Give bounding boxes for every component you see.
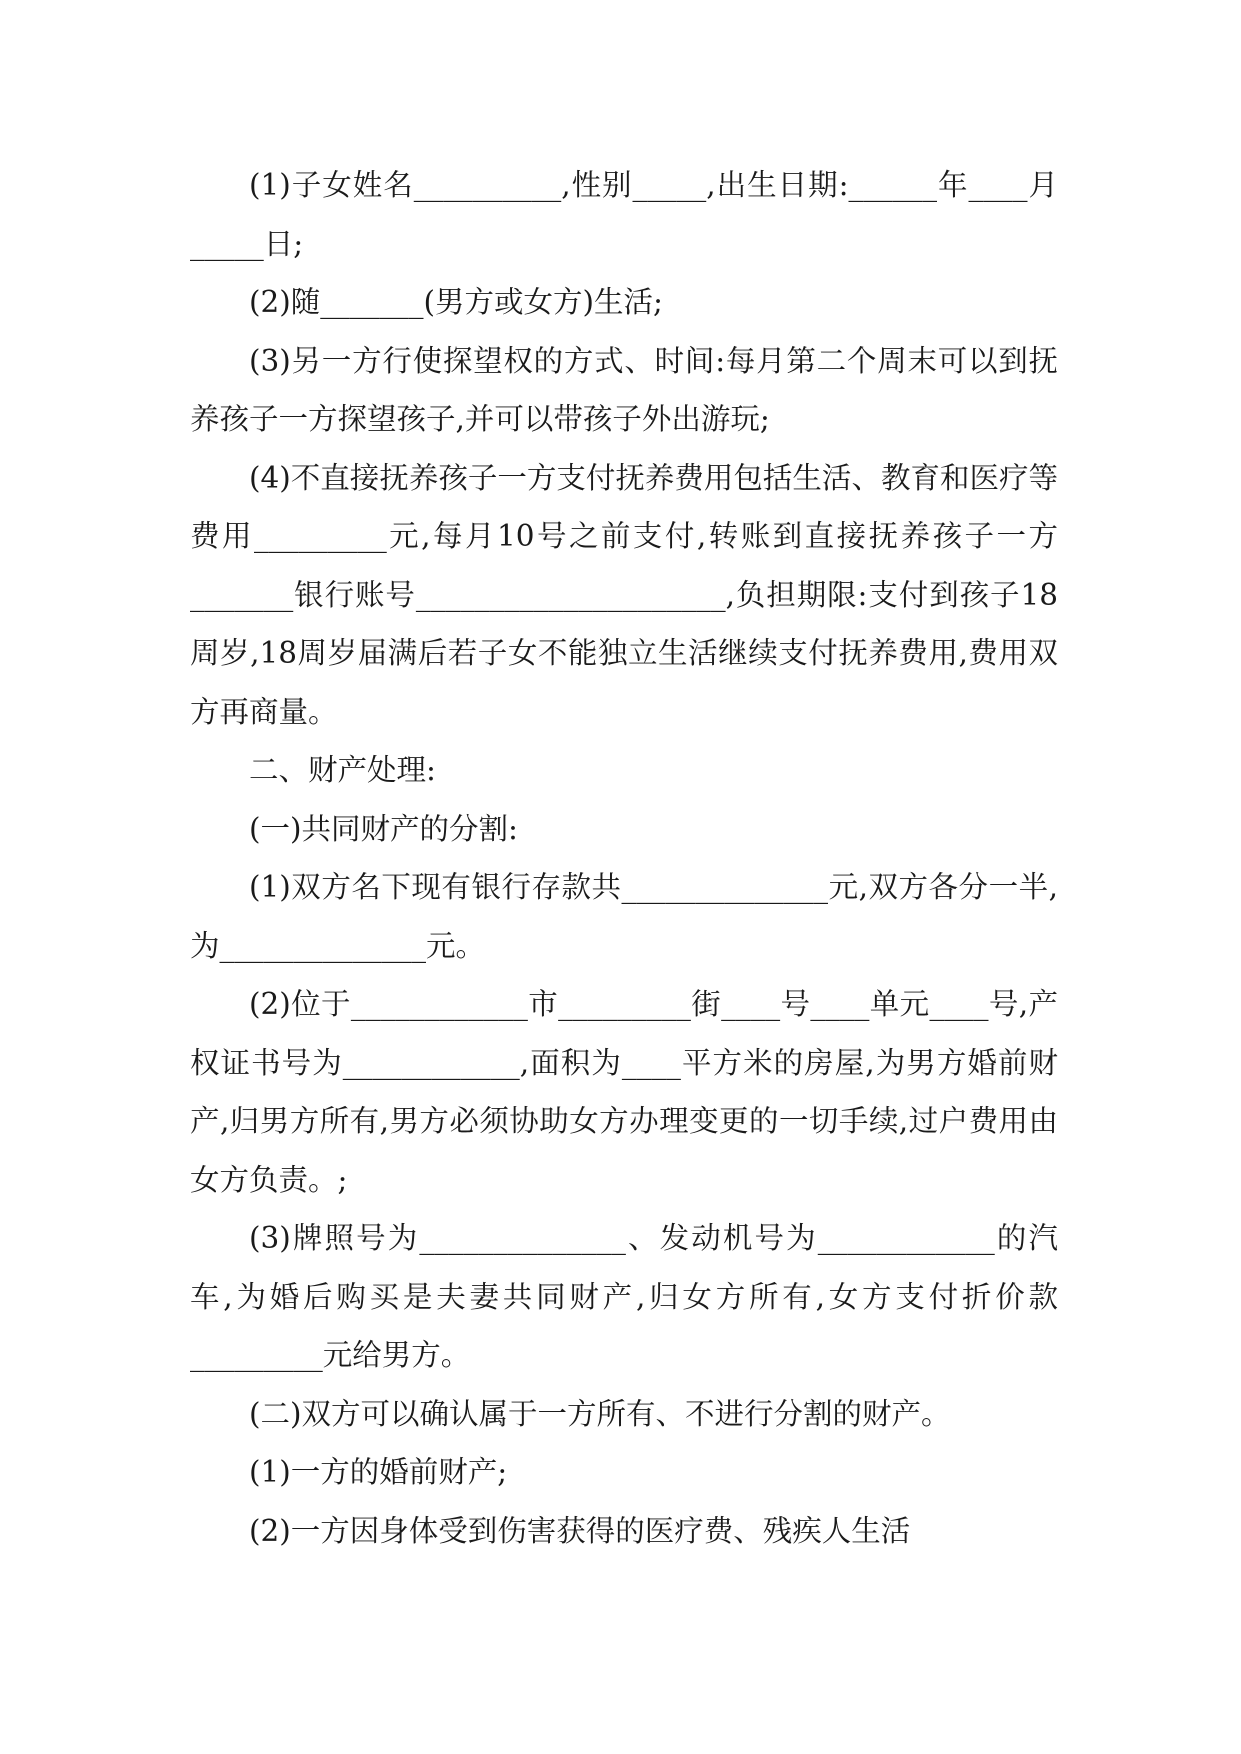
subsection-heading-separate-property: (二)双方可以确认属于一方所有、不进行分割的财产。 — [249, 1396, 951, 1431]
document-body — [190, 156, 1058, 1560]
paragraph-support-payment: (4)不直接抚养孩子一方支付抚养费用包括生活、教育和医疗等费用_________元,每月10号之前支付,转账到直接抚养孩子一方_______银行账号_____________________,负担期限:支付到孩子18周岁,18周岁届满后若子女不能独立生活继续支付抚养费用,费用双方再商量。 — [190, 460, 1058, 729]
paragraph-injury-compensation: (2)一方因身体受到伤害获得的医疗费、残疾人生活 — [249, 1513, 911, 1548]
paragraph-visitation: (3)另一方行使探望权的方式、时间:每月第二个周末可以到抚养孩子一方探望孩子,并可以带孩子外出游玩; — [190, 343, 1058, 436]
paragraph-child-info: (1)子女姓名__________,性别_____,出生日期:______年____月_____日; — [190, 168, 1058, 261]
paragraph-custody: (2)随_______(男方或女方)生活; — [249, 285, 663, 319]
paragraph-car: (3)牌照号为______________、发动机号为____________的汽车,为婚后购买是夫妻共同财产,归女方所有,女方支付折价款_________元给男方。 — [190, 1221, 1058, 1372]
subsection-heading-joint-property: (一)共同财产的分割: — [249, 811, 518, 846]
paragraph-house: (2)位于____________市_________街____号____单元____号,产权证书号为____________,面积为____平方米的房屋,为男方婚前财产,归男方所有,男方必须协助女方办理变更的一切手续,过户费用由女方负责。; — [190, 987, 1058, 1197]
paragraph-premarital-property: (1)一方的婚前财产; — [249, 1455, 508, 1489]
section-heading-property: 二、财产处理: — [249, 753, 436, 787]
paragraph-bank-deposit: (1)双方名下现有银行存款共______________元,双方各分一半,为______________元。 — [190, 870, 1058, 963]
